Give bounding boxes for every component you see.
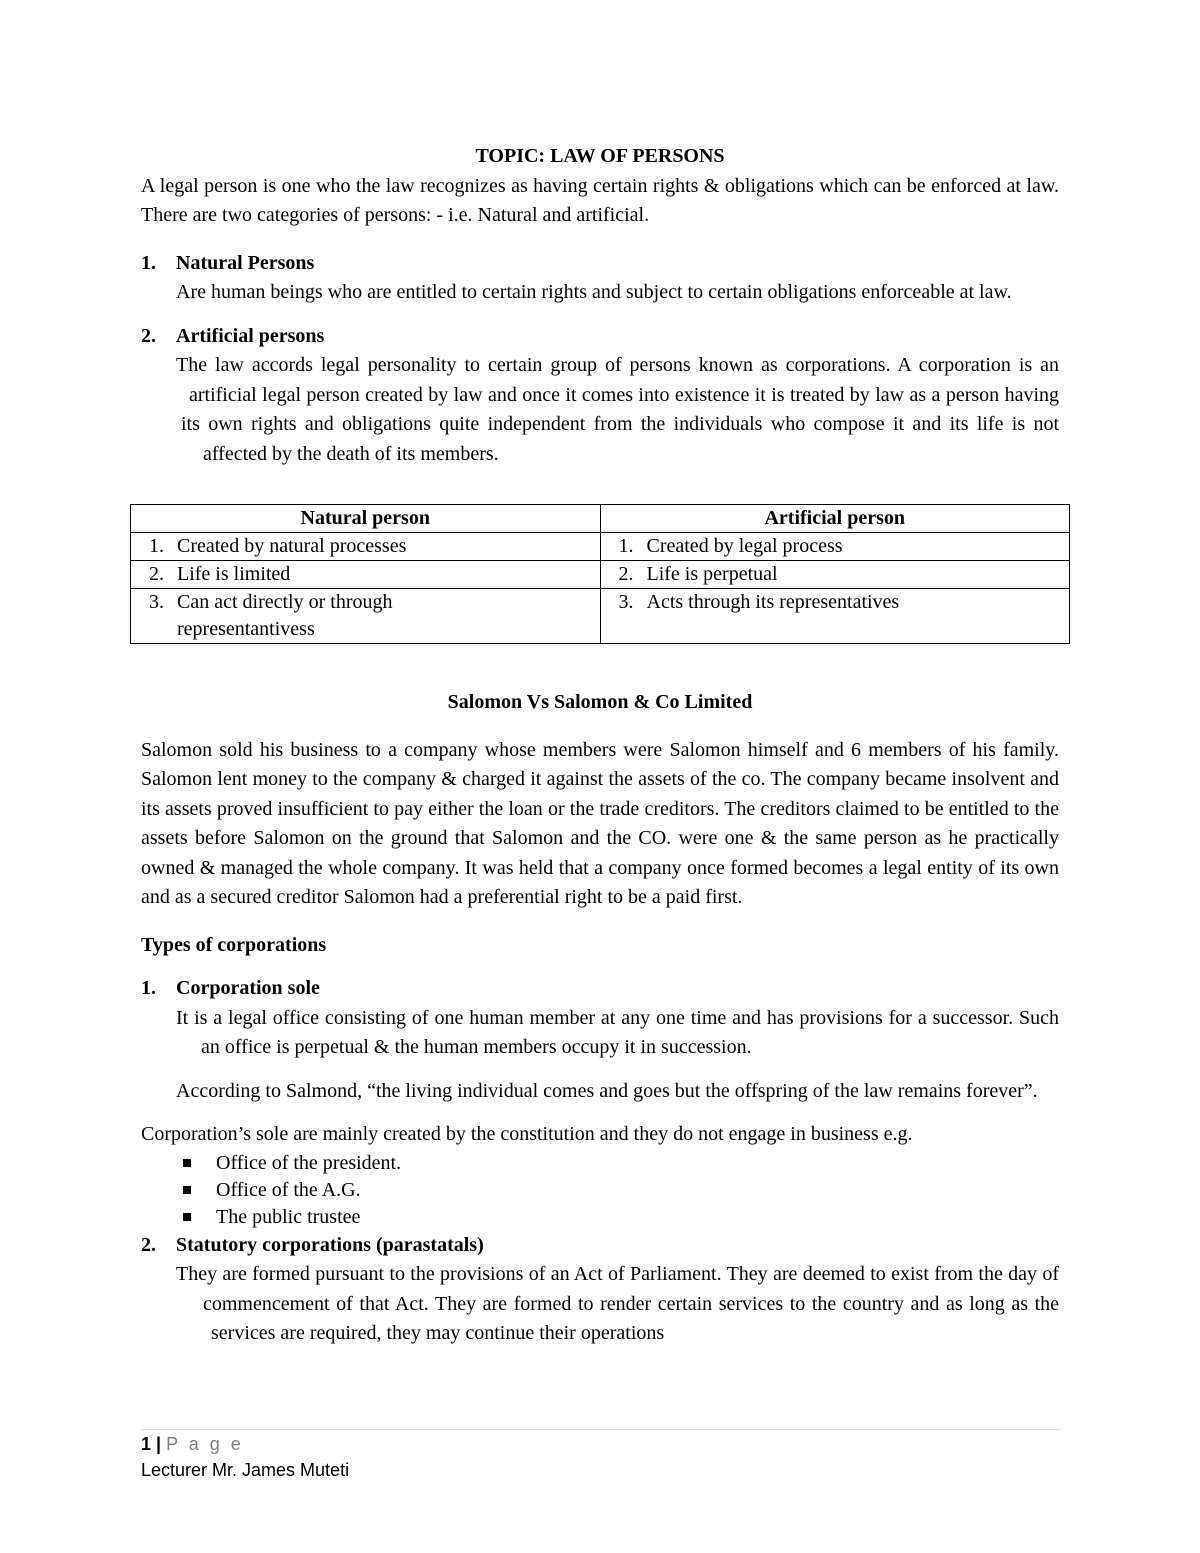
item-number: 3. xyxy=(149,591,164,613)
list-item: Office of the president. xyxy=(176,1150,1059,1177)
corporation-sole-text xyxy=(141,1004,1059,1063)
comparison-table xyxy=(130,504,1070,644)
text-run: The law accords legal personality to certain group of persons known as corporations. A corporation is an xyxy=(176,354,1059,376)
intro-paragraph: A legal person is one who the law recognizes as having certain rights & obligations which can be enforced at law. There are two categories of persons: - i.e. Natural and artificial. xyxy=(141,174,1059,226)
page-footer xyxy=(141,1431,349,1483)
table-row xyxy=(131,561,1070,589)
salmond-quote: According to Salmond, “the living individual comes and goes but the offspring of the law remains forever”. xyxy=(176,1079,1038,1102)
section-number: 1. xyxy=(141,251,156,274)
text-run: affected by the death of its members. xyxy=(203,442,499,465)
section-artificial-heading xyxy=(141,322,1059,352)
table-row xyxy=(131,589,1070,644)
text-run: commencement of that Act. They are formed to render certain services to the country and as long as the xyxy=(203,1292,1059,1315)
lecturer-name: Lecturer Mr. James Muteti xyxy=(141,1460,350,1480)
list-item: The public trustee xyxy=(176,1204,1059,1231)
table-cell xyxy=(131,533,601,561)
section-number: 2. xyxy=(141,1233,156,1256)
footer-divider xyxy=(141,1429,1061,1430)
table-cell xyxy=(600,561,1070,589)
section-heading-text: Natural Persons xyxy=(176,251,315,274)
document-body xyxy=(141,142,1059,469)
text-run: It is a legal office consisting of one human member at any one time and has provisions for a successor. Such xyxy=(176,1006,1059,1029)
examples-list xyxy=(141,1150,1059,1231)
page-separator: | xyxy=(156,1434,162,1454)
section-artificial-text xyxy=(141,351,1059,469)
page-number-line xyxy=(141,1431,349,1457)
item-number: 1. xyxy=(618,535,634,557)
section-heading-text: Statutory corporations (parastatals) xyxy=(176,1233,484,1256)
case-paragraph: Salomon sold his business to a company whose members were Salomon himself and 6 members of his family. Salomon lent money to the company & charged it against the assets of the co. The company became insolvent and its assets proved insufficient to pay either the loan or the trade creditors. The creditors claimed to be entitled to the assets before Salomon on the ground that Salomon and the CO. were one & the same person as he practically owned & managed the whole company. It was held that a company once formed becomes a legal entity of its own and as a secured creditor Salomon had a preferential right to be a paid first. xyxy=(141,738,1059,908)
text-run: its own rights and obligations quite independent from the individuals who compose it and its life is not xyxy=(181,413,1059,435)
list-item: Office of the A.G. xyxy=(176,1177,1059,1204)
text-run: an office is perpetual & the human members occupy it in succession. xyxy=(201,1036,752,1058)
cell-text: Life is limited xyxy=(177,563,291,585)
document-body-continued xyxy=(141,688,1059,1349)
table-header-cell: Natural person xyxy=(131,505,601,533)
table-header-row xyxy=(131,505,1070,533)
section-number: 1. xyxy=(141,977,156,999)
text-run: artificial legal person created by law and once it comes into existence it is treated by law as a person having xyxy=(189,383,1059,406)
cell-text: Acts through its representatives xyxy=(646,591,900,613)
section-natural-heading xyxy=(141,249,1059,279)
table-cell xyxy=(131,561,601,589)
statutory-corporations-heading xyxy=(141,1231,1059,1261)
text-run: They are formed pursuant to the provisions of an Act of Parliament. They are deemed to exist from the day of xyxy=(176,1263,1059,1285)
section-heading-text: Corporation sole xyxy=(176,977,320,999)
corporation-sole-note: Corporation’s sole are mainly created by the constitution and they do not engage in business e.g. xyxy=(141,1123,913,1145)
table-cell xyxy=(131,589,601,644)
text-run: services are required, they may continue their operations xyxy=(211,1322,665,1344)
page-number: 1 xyxy=(141,1434,152,1454)
table-cell xyxy=(600,589,1070,644)
item-number: 2. xyxy=(618,563,634,585)
table-header-cell: Artificial person xyxy=(600,505,1070,533)
item-number: 1. xyxy=(149,535,164,557)
page-title: TOPIC: LAW OF PERSONS xyxy=(475,145,725,167)
table-row xyxy=(131,533,1070,561)
types-heading: Types of corporations xyxy=(141,933,327,956)
case-heading: Salomon Vs Salomon & Co Limited xyxy=(447,691,753,713)
section-natural-text: Are human beings who are entitled to certain rights and subject to certain obligations enforceable at law. xyxy=(176,281,1012,303)
table-cell xyxy=(600,533,1070,561)
section-number: 2. xyxy=(141,324,156,347)
item-number: 3. xyxy=(618,591,634,613)
section-heading-text: Artificial persons xyxy=(176,324,325,347)
statutory-corporations-text xyxy=(141,1260,1059,1349)
cell-text: Can act directly or through representantivess xyxy=(177,591,393,640)
page-word: P a g e xyxy=(166,1434,244,1454)
cell-text: Created by legal process xyxy=(646,535,843,557)
corporation-sole-heading xyxy=(141,974,1059,1004)
item-number: 2. xyxy=(149,563,164,585)
cell-text: Life is perpetual xyxy=(646,563,778,585)
cell-text: Created by natural processes xyxy=(177,535,407,557)
